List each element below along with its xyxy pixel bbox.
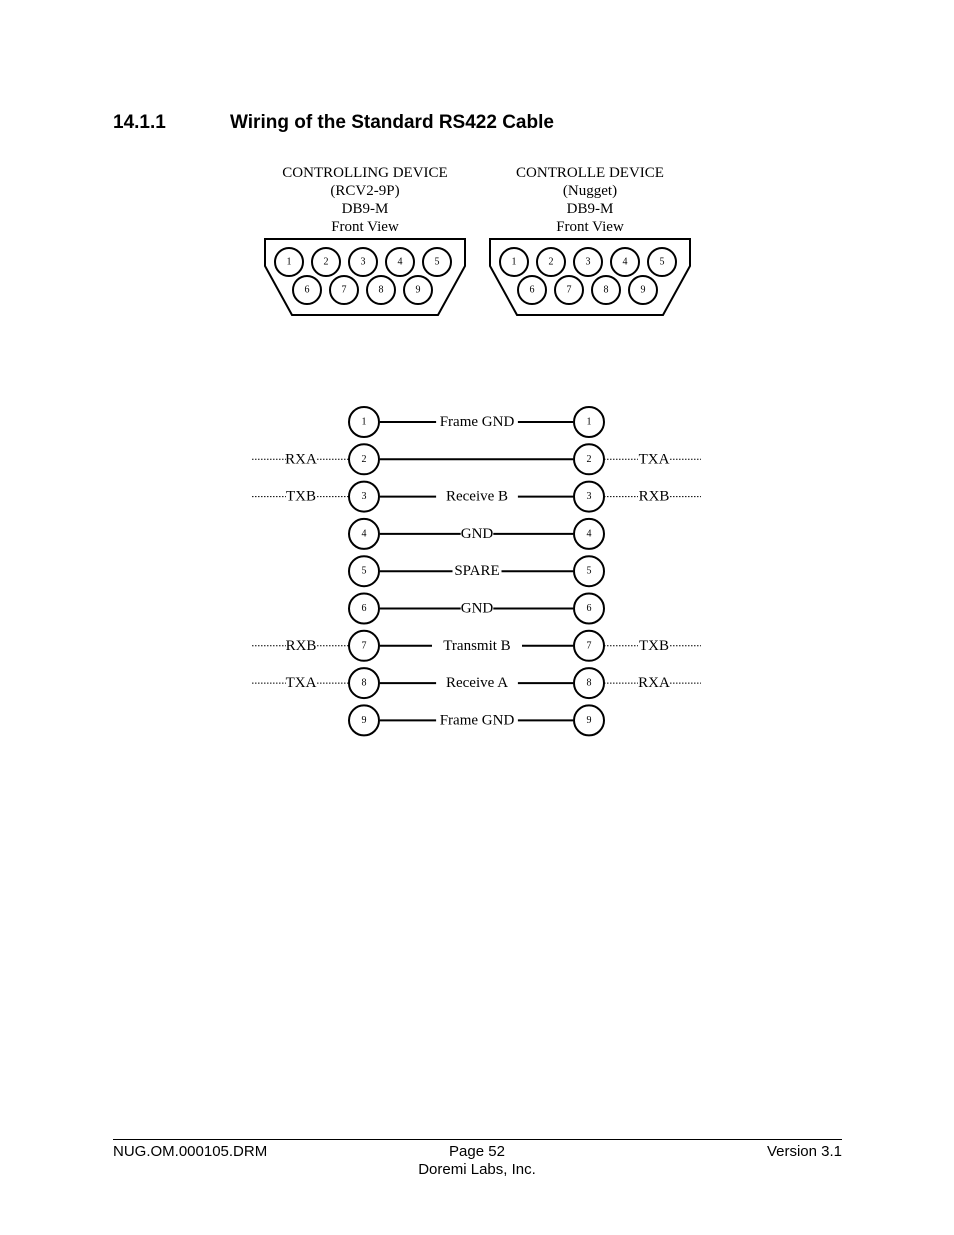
connector-pin-number: 9 [415,284,421,296]
connector-pin-number: 2 [548,256,554,268]
signal-label-right: TXA [638,451,670,468]
wire-label: SPARE [454,563,500,580]
wire-label: Frame GND [439,414,515,430]
pin-number-right: 8 [586,677,592,689]
pin-number-right: 3 [586,491,592,503]
connector-pin-number: 1 [511,256,517,268]
wire-label: GND [460,600,494,617]
pin-number-right: 9 [586,714,592,726]
signal-label-left: TXA [285,675,317,692]
wire-label: Receive A [445,675,509,692]
connector-pin-number: 5 [434,256,440,268]
pin-number-left: 1 [361,416,367,428]
connector-pin-number: 3 [360,256,366,268]
pin-number-left: 7 [361,640,367,652]
pin-number-right: 4 [586,528,592,540]
section-title: Wiring of the Standard RS422 Cable [230,112,554,133]
connector-caption-line: CONTROLLE DEVICE [516,165,664,181]
connector-pin-number: 4 [397,256,403,268]
wire-label: GND [460,525,494,542]
pin-number-left: 9 [361,714,367,726]
pin-number-left: 2 [361,453,367,465]
pin-number-left: 6 [361,603,367,614]
connector-pin-number: 5 [659,256,665,268]
connector-pin-number: 4 [622,256,628,268]
signal-label-left: TXB [286,488,316,505]
connector-pin-number: 7 [566,284,572,296]
signal-label-right: RXB [638,488,670,505]
footer-divider [113,1139,842,1140]
connector-pin-number: 7 [341,284,347,296]
wire-label: Frame GND [439,712,515,729]
connector-pin-number: 3 [585,256,591,268]
connector-caption-line: Front View [331,219,399,235]
pin-number-right: 1 [586,416,592,428]
signal-label-right: TXB [639,637,669,654]
signal-label-left: RXA [285,451,317,468]
connector-pin-number: 6 [529,284,535,296]
wire-label: Receive B [445,488,509,505]
connector-pin-number: 8 [603,284,609,296]
pin-number-left: 3 [361,491,367,503]
pin-number-left: 8 [361,677,367,689]
footer-page-number: Page 52 [449,1143,505,1160]
connector-caption-line: (RCV2-9P) [330,183,400,199]
connector-pin-number: 2 [323,256,329,268]
connector-caption-line: CONTROLLING DEVICE [282,165,448,181]
footer-company: Doremi Labs, Inc. [418,1161,536,1178]
connector-caption-line: (Nugget) [562,183,618,199]
pin-number-right: 2 [586,453,592,465]
pin-number-right: 7 [586,640,592,652]
pin-number-left: 4 [361,528,367,540]
connector-caption-line: DB9-M [341,201,389,217]
footer-document-id: NUG.OM.000105.DRM [113,1143,268,1160]
connector-caption-line: Front View [556,219,624,235]
signal-label-left: RXB [285,637,317,654]
connector-caption-line: DB9-M [566,201,614,217]
footer-version: Version 3.1 [766,1143,842,1160]
signal-label-right: RXA [638,675,670,692]
pin-number-right: 5 [586,565,592,577]
connector-pin-number: 1 [286,256,292,268]
connector-pin-number: 9 [640,284,646,296]
pin-number-right: 6 [586,603,592,614]
section-number: 14.1.1 [113,112,166,133]
connector-pin-number: 6 [304,284,310,296]
wire-label: Transmit B [443,637,511,654]
pin-number-left: 5 [361,565,367,577]
connector-pin-number: 8 [378,284,384,296]
